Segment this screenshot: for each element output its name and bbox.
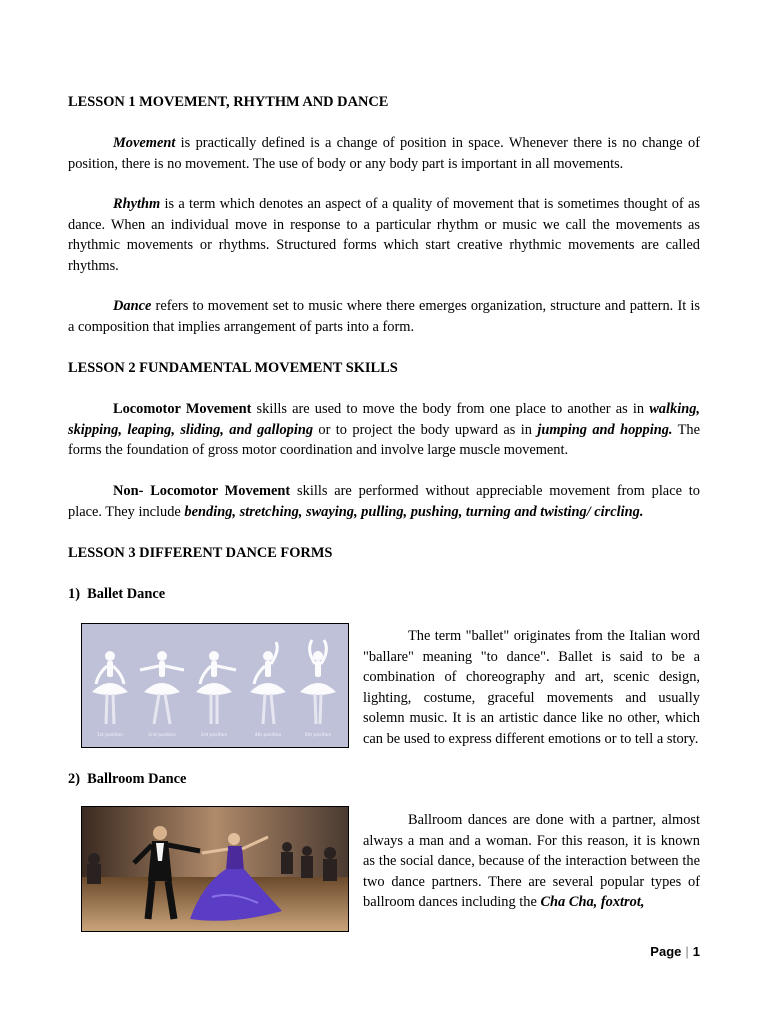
- lesson3-heading: LESSON 3 DIFFERENT DANCE FORMS: [68, 545, 333, 561]
- nonlocomotor-paragraph: [68, 481, 700, 522]
- ballet-positions-image: [81, 623, 349, 748]
- ballet-position-label: 5th position: [304, 733, 332, 738]
- dance-paragraph: [68, 296, 700, 337]
- document-page: [68, 0, 700, 1024]
- movement-term: Movement: [113, 135, 176, 151]
- ballroom-description: [363, 810, 700, 913]
- nonlocomotor-examples: bending, stretching, swaying, pulling, pushing, turning and twisting/ circling.: [184, 503, 644, 520]
- locomotor-examples-2: jumping and hopping.: [537, 421, 673, 438]
- locomotor-term: Locomotor Movement: [113, 401, 252, 417]
- lesson2-heading: LESSON 2 FUNDAMENTAL MOVEMENT SKILLS: [68, 360, 398, 376]
- ballet-title: 1) Ballet Dance: [68, 586, 166, 602]
- ballet-description: The term "ballet" originates from the Italian word "ballare" meaning "to dance". Ballet is said to be a combination of choreography and art, scenic design, lighting, costume, graceful movements and usually solemn music. It is an artistic dance like no other, which can be used to express different emotions or to tell a story.: [363, 628, 700, 747]
- ballet-dancer-figure: [140, 651, 184, 724]
- nonlocomotor-term: Non- Locomotor Movement: [113, 483, 291, 499]
- page-number: 1: [692, 944, 700, 959]
- dance-term: Dance: [113, 298, 152, 314]
- ballet-dancer-figure: [92, 651, 128, 724]
- page-footer: [650, 942, 700, 963]
- locomotor-paragraph: [68, 399, 700, 461]
- locomotor-text-1: skills are used to move the body from one place to another as in: [251, 401, 650, 417]
- ballroom-title: 2) Ballroom Dance: [68, 771, 187, 787]
- nonlocomotor-text: skills are performed without appreciable movement from place to place. They include: [68, 483, 700, 520]
- ballet-position-label: 4th position: [254, 733, 282, 738]
- page-separator: |: [685, 944, 689, 959]
- ballroom-dance-photo: [81, 806, 349, 932]
- ballet-position-label: 2nd position: [148, 733, 176, 738]
- locomotor-text-3: The forms the foundation of gross motor coordination and involve large muscle movement.: [68, 421, 700, 459]
- ballet-dancer-figure: [196, 651, 236, 724]
- locomotor-text-2: or to project the body upward as in: [313, 421, 538, 438]
- ballroom-examples: Cha Cha, foxtrot,: [540, 894, 645, 911]
- ballroom-text: Ballroom dances are done with a partner, almost always a man and a woman. For this reason, it is known as the social dance, because of the interaction between the two dance partners. There are several popular types of ballroom dances including the: [363, 812, 700, 911]
- rhythm-text: is a term which denotes an aspect of a quality of movement that is sometimes thought of as dance. When an individual move in response to a particular rhythm or music we call the movements as rhythmic movements or rhythms. Structured forms which start creative rhythmic movements are called rhythms.: [68, 196, 700, 274]
- dance-text: refers to movement set to music where there emerges organization, structure and pattern. It is a composition that implies arrangement of parts into a form.: [68, 298, 700, 335]
- page-label: Page: [650, 944, 682, 959]
- movement-text: is practically defined is a change of position in space. Whenever there is no change of position, there is no movement. The use of body or any body part is important in all movements.: [68, 135, 700, 172]
- rhythm-paragraph: [68, 194, 700, 276]
- ballet-position-label: 1st position: [96, 733, 124, 738]
- ballet-position-label: 3rd position: [200, 733, 228, 738]
- ballet-dancer-figure: [300, 640, 336, 724]
- movement-paragraph: [68, 133, 700, 174]
- rhythm-term: Rhythm: [113, 196, 161, 212]
- ballet-dancer-figure: [250, 642, 286, 724]
- locomotor-examples-1: walking, skipping, leaping, sliding, and galloping: [68, 401, 700, 438]
- lesson1-heading: LESSON 1 MOVEMENT, RHYTHM AND DANCE: [68, 94, 389, 110]
